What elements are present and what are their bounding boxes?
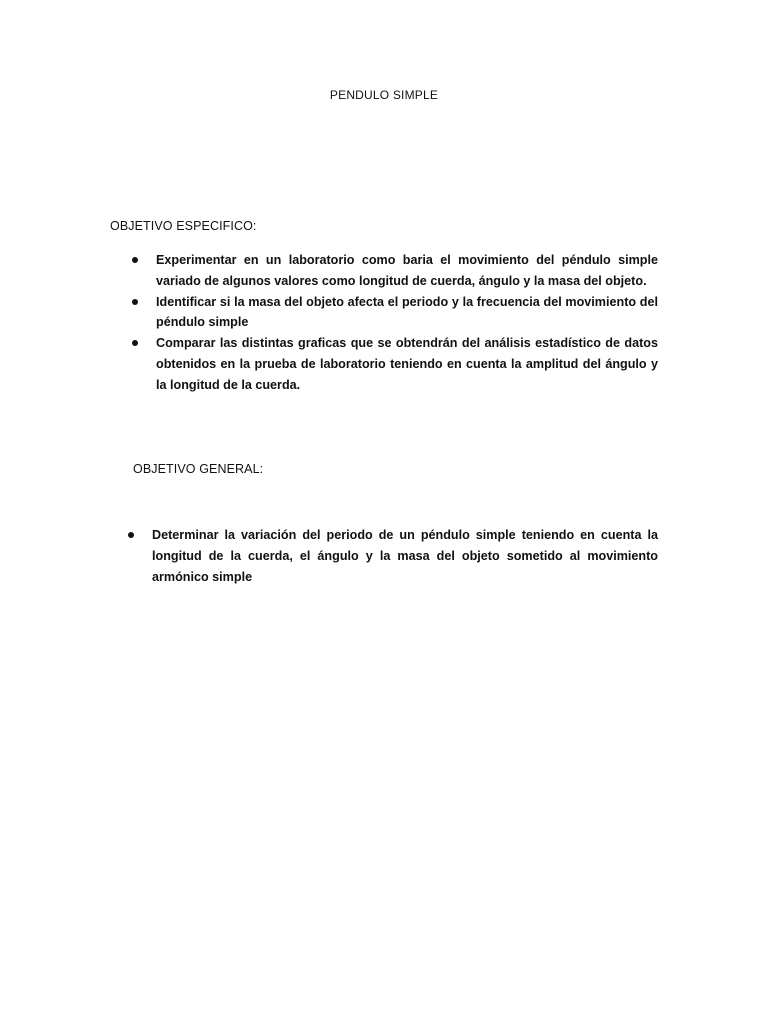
specific-objective-heading: OBJETIVO ESPECIFICO: — [110, 219, 257, 233]
list-item-text: Experimentar en un laboratorio como baria el movimiento del péndulo simple variado de algunos valores como longitud de cuerda, ángulo y la masa del objeto. — [156, 253, 658, 288]
bullet-icon — [128, 532, 134, 538]
list-item-text: Determinar la variación del periodo de un péndulo simple teniendo en cuenta la longitud de la cuerda, el ángulo y la masa del objeto sometido al movimiento armónico simple — [152, 528, 658, 584]
bullet-icon — [132, 299, 138, 305]
list-item — [156, 250, 658, 292]
general-objective-list — [152, 525, 658, 587]
specific-objective-list — [156, 250, 658, 396]
list-item — [156, 333, 658, 395]
bullet-icon — [132, 257, 138, 263]
general-objective-heading: OBJETIVO GENERAL: — [133, 462, 264, 476]
bullet-icon — [132, 340, 138, 346]
list-item — [156, 292, 658, 334]
list-item — [152, 525, 658, 587]
document-title: PENDULO SIMPLE — [329, 88, 439, 102]
list-item-text: Comparar las distintas graficas que se obtendrán del análisis estadístico de datos obtenidos en la prueba de laboratorio teniendo en cuenta la amplitud del ángulo y la longitud de la cuerda. — [156, 336, 658, 392]
list-item-text: Identificar si la masa del objeto afecta el periodo y la frecuencia del movimiento del péndulo simple — [156, 294, 658, 330]
